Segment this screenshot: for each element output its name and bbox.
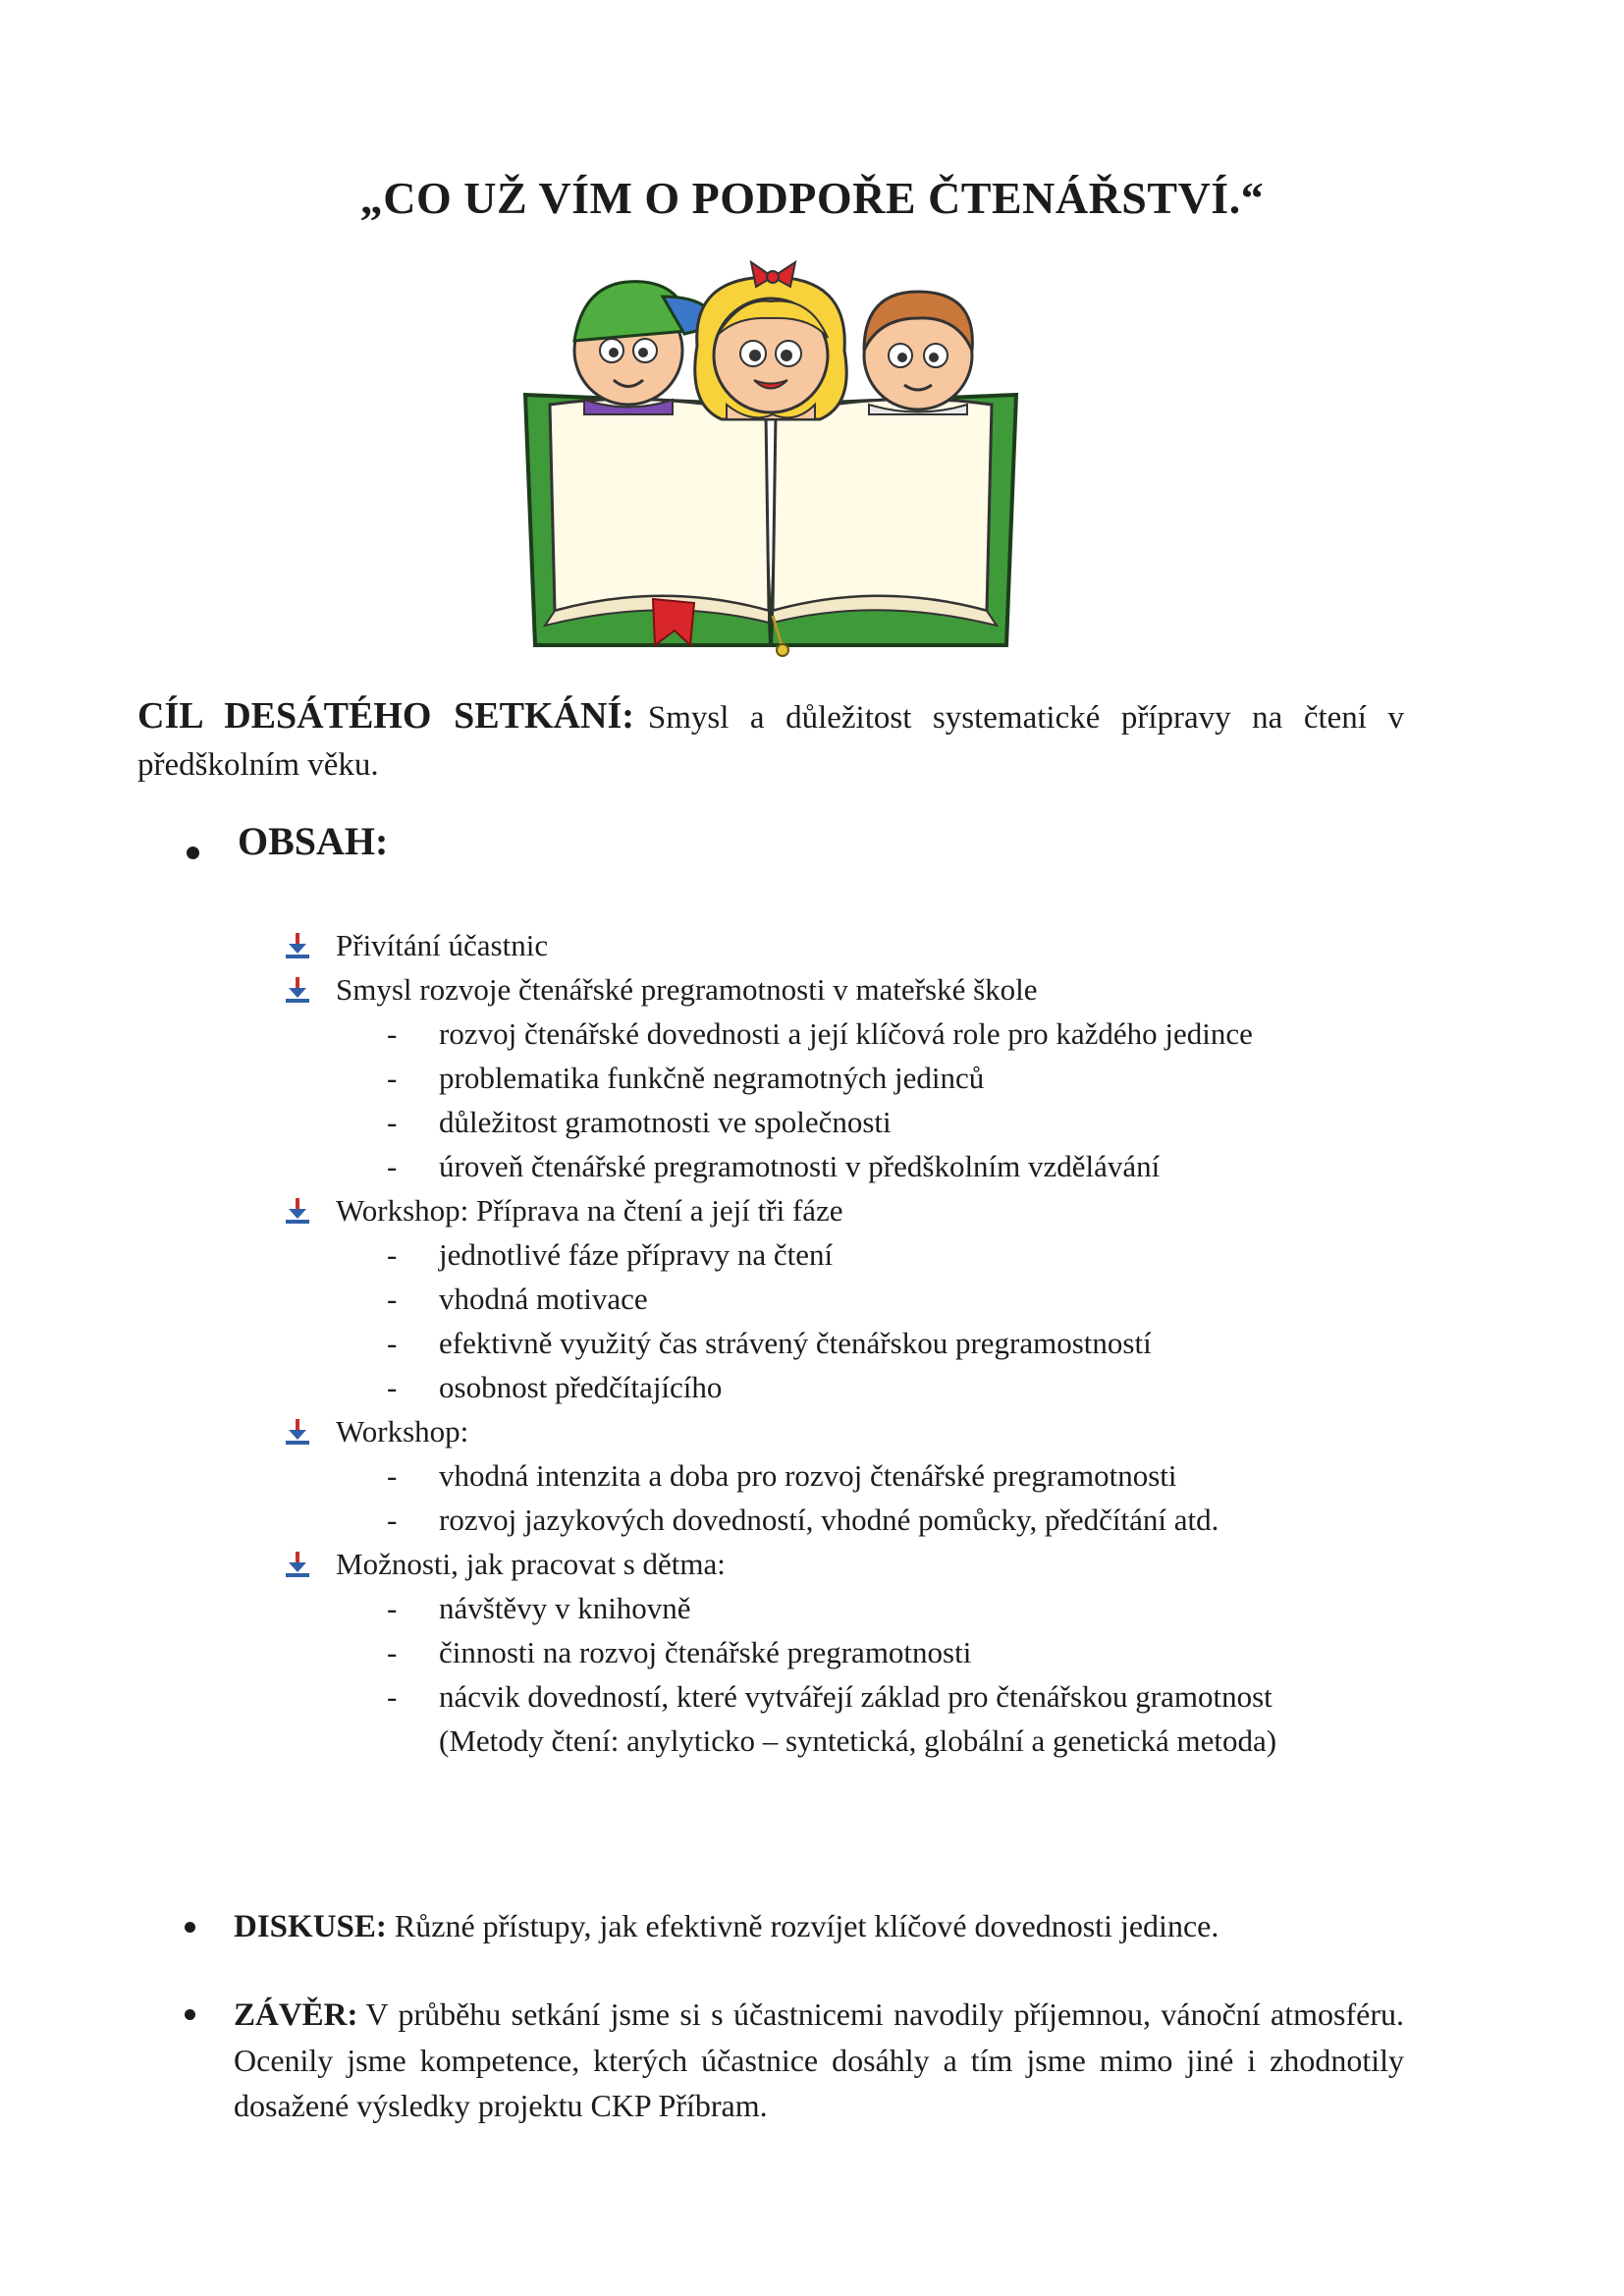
agenda-subitem: - úroveň čtenářské pregramotnosti v předškolním vzdělávání: [387, 1149, 1161, 1183]
agenda-subitem-text: vhodná motivace: [439, 1282, 648, 1316]
conclusion-label: ZÁVĚR:: [234, 1997, 358, 2033]
agenda-item: [283, 1188, 1363, 1409]
agenda-subitem-text: činnosti na rozvoj čtenářské pregramotnosti: [439, 1635, 972, 1669]
agenda-list: [283, 923, 1363, 1763]
agenda-item-text: Workshop:: [336, 1414, 469, 1449]
agenda-item-text: Smysl rozvoje čtenářské pregramotnosti v mateřské škole: [336, 972, 1038, 1007]
agenda-subitem: - problematika funkčně negramotných jedinců: [387, 1061, 985, 1095]
agenda-subitem-text: úroveň čtenářské pregramotnosti v předškolním vzdělávání: [439, 1149, 1161, 1183]
meeting-goal-label: CÍL DESÁTÉHO SETKÁNÍ:: [137, 695, 634, 737]
agenda-item: [283, 967, 1363, 1188]
bullet-icon: [187, 847, 199, 859]
children-reading-book-illustration: [515, 257, 1026, 660]
agenda-item: [283, 1542, 1363, 1763]
conclusion-text: V průběhu setkání jsme si s účastnicemi navodily příjemnou, vánoční atmosféru. Ocenily jsme kompetence, kterých účastnice dosáhly a tím jsme mimo jiné i zhodnotily dosažené výsledky projektu CKP Příbram.: [234, 1996, 1404, 2123]
agenda-item-text: Workshop: Příprava na čtení a její tři fáze: [336, 1193, 843, 1228]
agenda-subitem-text: rozvoj čtenářské dovednosti a její klíčová role pro každého jedince: [439, 1016, 1253, 1051]
arrow-down-bullet-icon: [283, 1417, 312, 1447]
arrow-down-bullet-icon: [283, 1196, 312, 1226]
agenda-subitem: - nácvik dovedností, které vytvářejí základ pro čtenářskou gramotnost (Metody čtení: anylyticko – syntetická, globální a genetická metoda): [336, 1674, 1363, 1763]
agenda-subitem-text: efektivně využitý čas strávený čtenářskou pregramostností: [439, 1326, 1152, 1360]
arrow-down-bullet-icon: [283, 975, 312, 1005]
agenda-subitem-continuation: (Metody čtení: anylyticko – syntetická, globální a genetická metoda): [439, 1723, 1277, 1758]
agenda-subitem-text: rozvoj jazykových dovedností, vhodné pomůcky, předčítání atd.: [439, 1503, 1219, 1537]
bullet-icon: [185, 2009, 195, 2020]
agenda-subitem-text: problematika funkčně negramotných jedinců: [439, 1061, 985, 1095]
agenda-subitem-text: jednotlivé fáze přípravy na čtení: [439, 1237, 834, 1272]
agenda-sublist: [336, 1586, 1363, 1763]
arrow-down-bullet-icon: [283, 931, 312, 960]
agenda-item-text: Možnosti, jak pracovat s dětma:: [336, 1547, 726, 1581]
agenda-item: [283, 1409, 1363, 1542]
arrow-down-bullet-icon: [283, 1550, 312, 1579]
agenda-sublist: [336, 1232, 1363, 1409]
agenda-subitem: - osobnost předčítajícího: [387, 1370, 723, 1404]
agenda-subitem: - důležitost gramotnosti ve společnosti: [387, 1105, 892, 1139]
obsah-heading: OBSAH:: [238, 819, 389, 863]
agenda-subitem-text: důležitost gramotnosti ve společnosti: [439, 1105, 892, 1139]
agenda-subitem: - vhodná intenzita a doba pro rozvoj čtenářské pregramotnosti: [387, 1458, 1177, 1493]
agenda-sublist: [336, 1453, 1363, 1542]
bullet-icon: [185, 1922, 195, 1933]
agenda-subitem-text: vhodná intenzita a doba pro rozvoj čtenářské pregramotnosti: [439, 1458, 1177, 1493]
agenda-subitem: - rozvoj jazykových dovedností, vhodné pomůcky, předčítání atd.: [387, 1503, 1219, 1537]
agenda-subitem-text: nácvik dovedností, které vytvářejí základ pro čtenářskou gramotnost: [439, 1679, 1272, 1714]
agenda-item: [283, 923, 1363, 967]
page-title: „CO UŽ VÍM O PODPOŘE ČTENÁŘSTVÍ.“: [359, 173, 1265, 223]
agenda-subitem: - návštěvy v knihovně: [387, 1591, 691, 1625]
agenda-item-text: Přivítání účastnic: [336, 928, 549, 962]
agenda-subitem: - rozvoj čtenářské dovednosti a její klíčová role pro každého jedince: [387, 1016, 1253, 1051]
discussion-paragraph: [234, 1903, 1404, 1949]
agenda-subitem: - vhodná motivace: [387, 1282, 648, 1316]
agenda-sublist: [336, 1011, 1363, 1188]
discussion-text: Různé přístupy, jak efektivně rozvíjet klíčové dovednosti jedince.: [394, 1908, 1219, 1943]
meeting-goal-text: Smysl a důležitost systematické přípravy na čtení v předškolním věku.: [137, 700, 1404, 783]
agenda-subitem-text: osobnost předčítajícího: [439, 1370, 723, 1404]
agenda-subitem-text: návštěvy v knihovně: [439, 1591, 691, 1625]
conclusion-paragraph: [234, 1992, 1404, 2128]
discussion-label: DISKUSE:: [234, 1909, 387, 1944]
meeting-goal: [137, 692, 1404, 789]
agenda-subitem: - efektivně využitý čas strávený čtenářskou pregramostností: [387, 1326, 1152, 1360]
agenda-subitem: - jednotlivé fáze přípravy na čtení: [387, 1237, 834, 1272]
agenda-subitem: - činnosti na rozvoj čtenářské pregramotnosti: [387, 1635, 972, 1669]
